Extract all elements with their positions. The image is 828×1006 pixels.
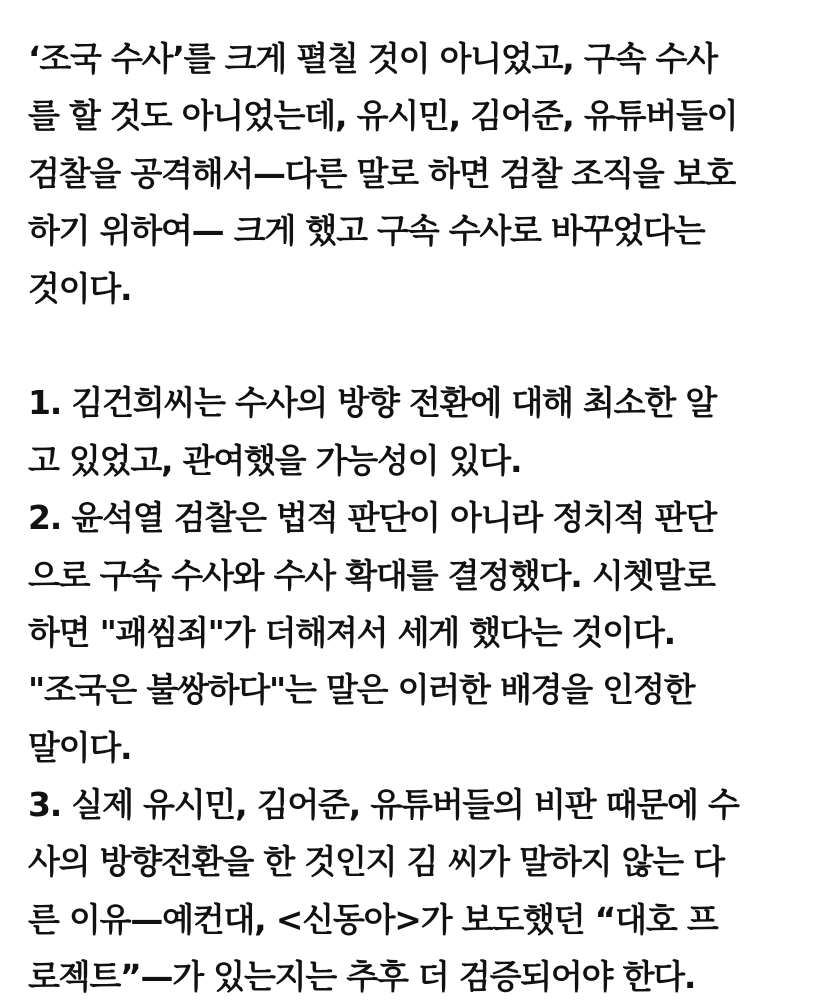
text-line: 으로 구속 수사와 수사 확대를 결정했다. 시쳇말로 (28, 555, 715, 595)
numbered-point-1 (28, 374, 808, 489)
text-line: "조국은 불쌍하다"는 말은 이러한 배경을 인정한 (28, 670, 695, 710)
text-line: 사의 방향전환을 한 것인지 김 씨가 말하지 않는 다 (28, 842, 724, 882)
text-line: 하기 위하여— 크게 했고 구속 수사로 바꾸었다는 (28, 211, 705, 251)
text-line: 검찰을 공격해서—다른 말로 하면 검찰 조직을 보호 (28, 153, 736, 193)
text-line: 로젝트”—가 있는지는 추후 더 검증되어야 한다. (28, 957, 696, 997)
text-line: 2. 윤석열 검찰은 법적 판단이 아니라 정치적 판단 (28, 498, 717, 538)
text-line: 를 할 것도 아니었는데, 유시민, 김어준, 유튜버들이 (28, 96, 738, 136)
text-line: 1. 김건희씨는 수사의 방향 전환에 대해 최소한 알 (28, 383, 717, 423)
text-line: 하면 "괘씸죄"가 더해져서 세게 했다는 것이다. (28, 612, 675, 652)
numbered-point-2 (28, 489, 808, 776)
article-body (28, 30, 808, 1006)
text-line: 말이다. (28, 727, 132, 767)
text-line: ‘조국 수사’를 크게 펼칠 것이 아니었고, 구속 수사 (28, 39, 717, 78)
text-line: 것이다. (28, 268, 132, 308)
text-line: 3. 실제 유시민, 김어준, 유튜버들의 비판 때문에 수 (28, 785, 739, 825)
paragraph-spacer (28, 317, 808, 374)
intro-paragraph (28, 30, 808, 317)
numbered-point-3 (28, 776, 808, 1006)
text-line: 른 이유—예컨대, <신동아>가 보도했던 “대호 프 (28, 899, 718, 939)
text-line: 고 있었고, 관여했을 가능성이 있다. (28, 440, 522, 480)
